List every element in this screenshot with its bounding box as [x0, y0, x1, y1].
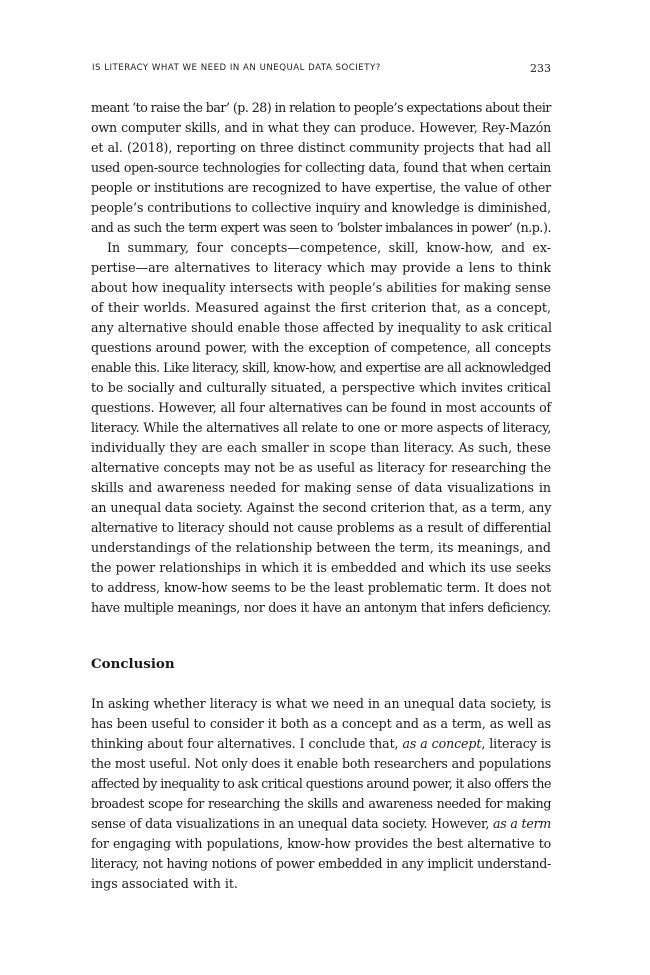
text-line: meant ‘to raise the bar’ (p. 28) in relation to people’s expectations about their	[91, 100, 551, 115]
text-line: et al. (2018), reporting on three distinct community projects that had all	[91, 140, 551, 155]
text-line: have multiple meanings, nor does it have an antonym that infers deficiency.	[91, 600, 551, 615]
text-line: used open-source technologies for collecting data, found that when certain	[91, 160, 551, 175]
text-run: thinking about four alternatives. I conclude that,	[91, 736, 403, 751]
text-line: individually they are each smaller in scope than literacy. As such, these	[91, 440, 551, 455]
text-line: questions around power, with the exception of competence, all concepts	[91, 340, 551, 355]
text-run: , literacy is	[481, 736, 551, 751]
text-line: an unequal data society. Against the second criterion that, as a term, any	[91, 500, 552, 515]
text-line: to be socially and culturally situated, a perspective which invites critical	[91, 380, 551, 395]
text-line: alternative concepts may not be as useful as literacy for researching the	[91, 460, 551, 475]
text-run: sense of data visualizations in an unequal data society. However,	[91, 816, 494, 831]
paragraph-2	[91, 238, 551, 618]
paragraph-1	[91, 98, 551, 238]
text-line: the power relationships in which it is embedded and which its use seeks	[91, 560, 551, 575]
text-line	[91, 814, 551, 834]
text-line: to address, know-how seems to be the least problematic term. It does not	[91, 580, 551, 595]
text-line: enable this. Like literacy, skill, know-how, and expertise are all acknowledged	[91, 360, 551, 375]
text-line: ings associated with it.	[91, 876, 238, 891]
italic-run: as a term	[493, 816, 551, 831]
text-line: the most useful. Not only does it enable both researchers and populations	[91, 756, 551, 771]
running-header	[92, 63, 551, 77]
text-line: understandings of the relationship between the term, its meanings, and	[91, 540, 551, 555]
text-line: any alternative should enable those affected by inequality to ask critical	[91, 320, 552, 335]
text-line: people or institutions are recognized to have expertise, the value of other	[91, 180, 551, 195]
text-line: broadest scope for researching the skills and awareness needed for making	[91, 796, 551, 811]
italic-run: as a concept	[402, 736, 482, 751]
text-line: In asking whether literacy is what we need in an unequal data society, is	[91, 696, 551, 711]
text-line: literacy, not having notions of power embedded in any implicit understand-	[91, 856, 551, 871]
text-line: In summary, four concepts—competence, skill, know-how, and ex-	[107, 240, 551, 255]
text-line: skills and awareness needed for making sense of data visualizations in	[91, 480, 551, 495]
text-line: questions. However, all four alternatives can be found in most accounts of	[91, 400, 551, 415]
text-line: affected by inequality to ask critical questions around power, it also offers the	[91, 776, 551, 791]
text-line: of their worlds. Measured against the first criterion that, as a concept,	[91, 300, 551, 315]
text-line: own computer skills, and in what they can produce. However, Rey-Mazón	[91, 120, 551, 135]
text-line: literacy. While the alternatives all relate to one or more aspects of literacy,	[91, 420, 551, 435]
text-line	[91, 734, 551, 754]
text-line: for engaging with populations, know-how provides the best alternative to	[91, 836, 551, 851]
paragraph-3	[91, 694, 551, 894]
page-number: 233	[530, 62, 551, 75]
text-line: people’s contributions to collective inquiry and knowledge is diminished,	[91, 200, 551, 215]
running-title: IS LITERACY WHAT WE NEED IN AN UNEQUAL DATA SOCIETY?	[92, 63, 381, 73]
section-heading: Conclusion	[91, 656, 175, 672]
text-line: pertise—are alternatives to literacy which may provide a lens to think	[91, 260, 551, 275]
text-line: and as such the term expert was seen to ‘bolster imbalances in power’ (n.p.).	[91, 220, 551, 235]
text-line: alternative to literacy should not cause problems as a result of differential	[91, 520, 551, 535]
text-line: about how inequality intersects with people’s abilities for making sense	[91, 280, 551, 295]
text-line: has been useful to consider it both as a concept and as a term, as well as	[91, 716, 551, 731]
